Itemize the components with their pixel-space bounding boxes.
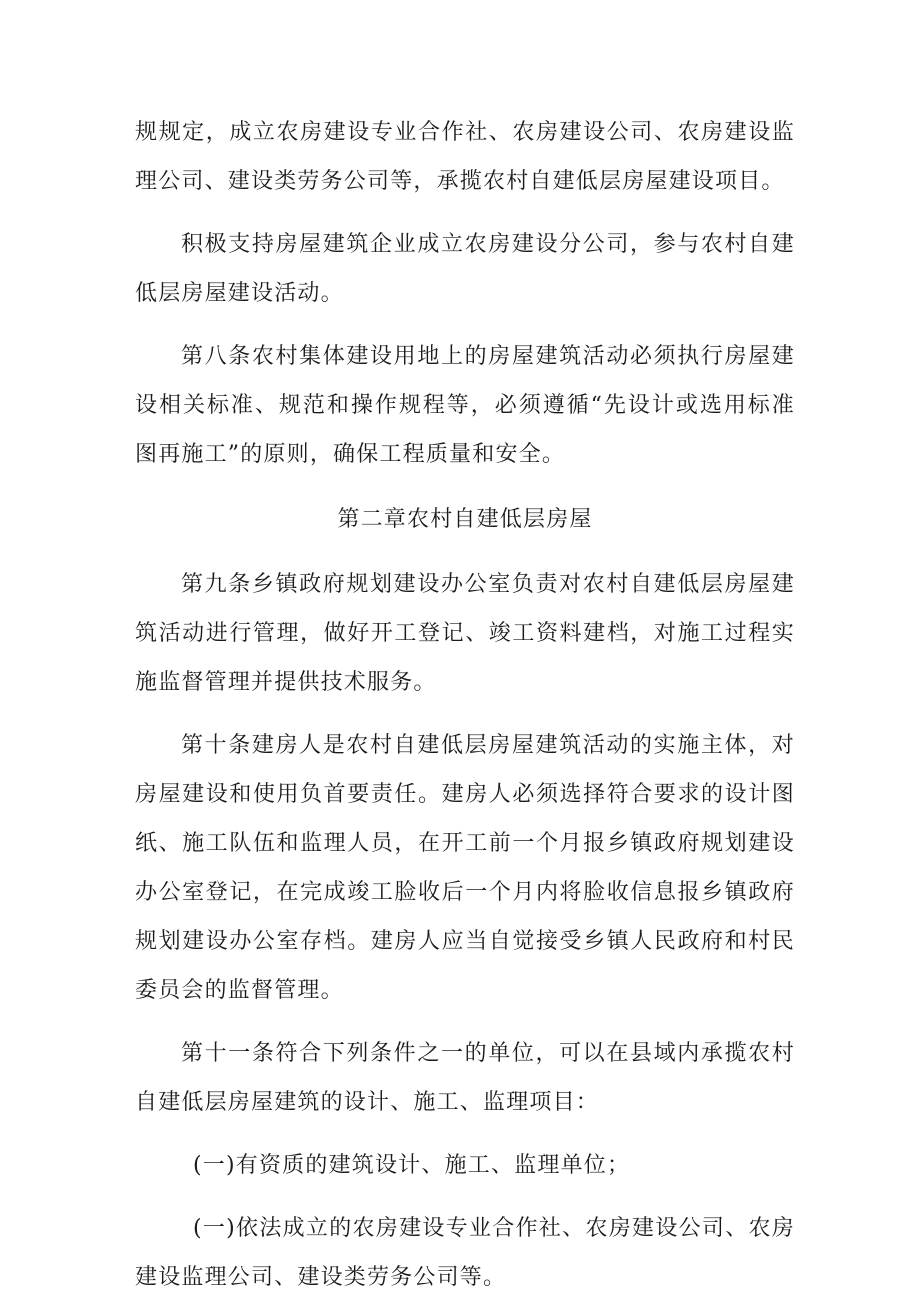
document-page [135,0,795,1302]
list-item: (一)有资质的建筑设计、施工、监理单位； [193,1153,631,1178]
article-8: 第八条农村集体建设用地上的房屋建筑活动必须执行房屋建设相关标准、规范和操作规程等，必须遵循“先设计或选用标准图再施工”的原则，确保工程质量和安全。 [135,344,795,467]
article-10: 第十条建房人是农村自建低层房屋建筑活动的实施主体，对房屋建设和使用负首要责任。建房人必须选择符合要求的设计图纸、施工队伍和监理人员，在开工前一个月报乡镇政府规划建设办公室登记，在完成竣工脸收后一个月内将脸收信息报乡镇政府规划建设办公室存档。建房人应当自觉接受乡镇人民政府和村民委员会的监督管理。 [135,733,795,1003]
article-11: 第十一条符合下列条件之一的单位，可以在县域内承揽农村自建低层房屋建筑的设计、施工、监理项目： [135,1041,795,1115]
paragraph-support: 积极支持房屋建筑企业成立农房建设分公司，参与农村自建低层房屋建设活动。 [135,232,795,306]
list-item: (一)依法成立的农房建设专业合作社、农房建设公司、农房建设监理公司、建设类劳务公司等。 [135,1216,795,1290]
article-9: 第九条乡镇政府规划建设办公室负责对农村自建低层房屋建筑活动进行管理，做好开工登记、竣工资料建档，对施工过程实施监督管理并提供技术服务。 [135,572,795,695]
chapter-heading: 第二章农村自建低层房屋 [337,507,593,532]
paragraph-continuation: 规规定，成立农房建设专业合作社、农房建设公司、农房建设监理公司、建设类劳务公司等，承揽农村自建低层房屋建设项目。 [135,120,795,194]
